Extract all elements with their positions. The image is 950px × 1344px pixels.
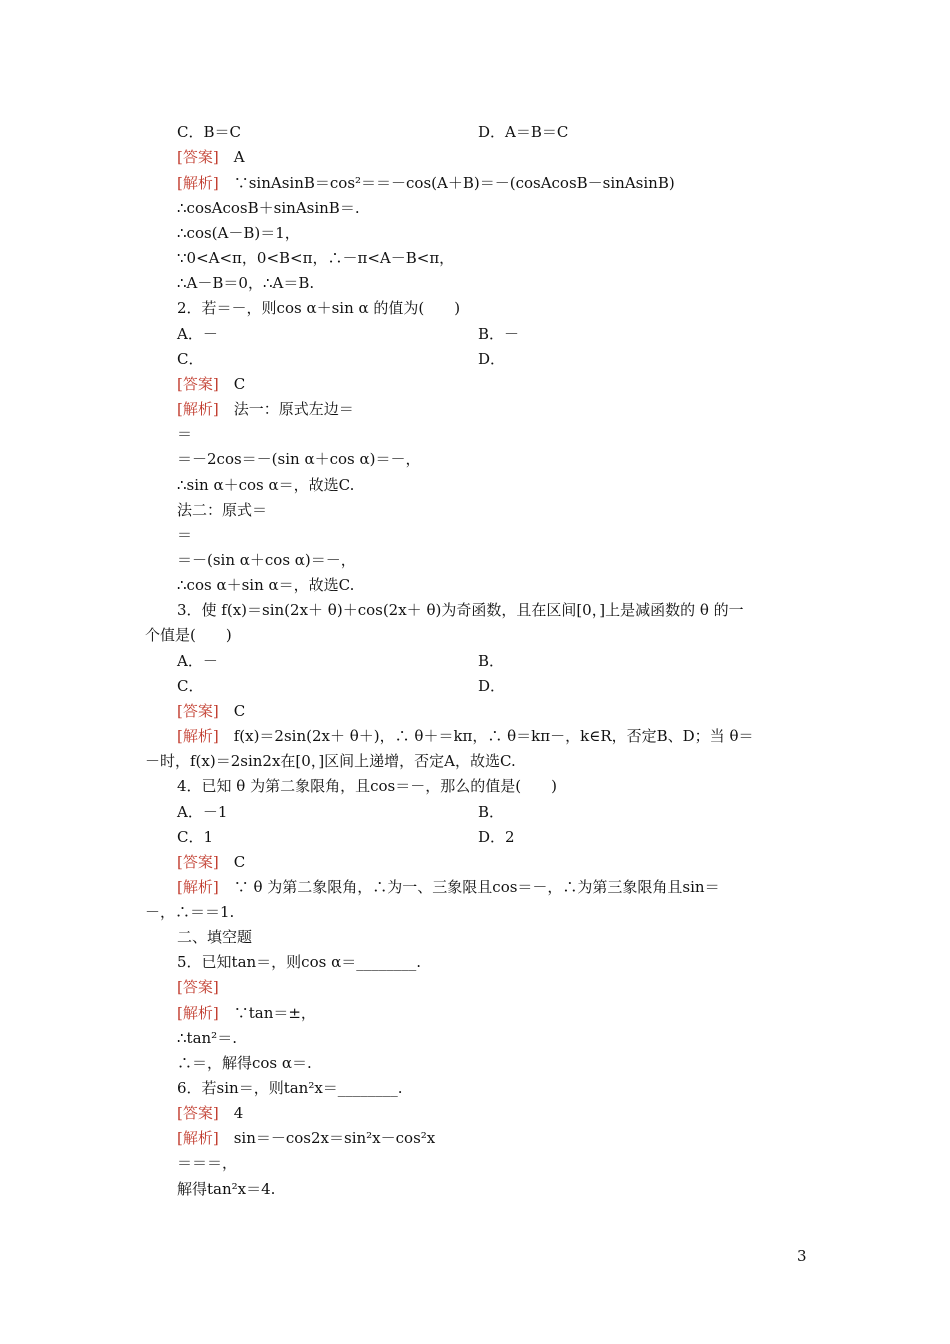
line-content (177, 473, 354, 497)
line-content (177, 397, 354, 421)
line-text: 法一：原式左边＝ (218, 400, 354, 418)
text-line (0, 271, 950, 295)
option-left: C．1 (177, 828, 214, 846)
option-right: D． (478, 677, 506, 695)
text-line (0, 573, 950, 597)
text-line (0, 825, 950, 849)
text-line (0, 875, 950, 899)
section-tag: [解析] (177, 174, 219, 192)
option-right: B． (478, 803, 505, 821)
line-content (177, 1151, 237, 1175)
line-text: ∴tan²＝. (177, 1029, 237, 1047)
text-line (0, 196, 950, 220)
text-line (0, 900, 950, 924)
line-content (177, 523, 192, 547)
line-content (177, 850, 245, 874)
wrapped-text: －，∴＝＝1. (145, 903, 235, 921)
text-line (0, 1101, 950, 1125)
text-line (0, 950, 950, 974)
option-left: A．－ (177, 652, 218, 670)
line-content (177, 447, 420, 471)
line-text: ∵0<A<π，0<B<π，∴－π<A－B<π， (177, 249, 455, 267)
text-line (0, 1076, 950, 1100)
line-content (177, 171, 675, 195)
text-line (0, 171, 950, 195)
line-content (177, 498, 267, 522)
line-content (177, 925, 252, 949)
line-content (177, 221, 300, 245)
line-text: C (218, 702, 246, 720)
text-line (0, 724, 950, 748)
line-text: 5．已知tan＝，则cos α＝________. (177, 953, 421, 971)
text-line (0, 1151, 950, 1175)
section-tag: [答案] (177, 978, 219, 996)
line-text: ∵ θ 为第二象限角，∴为一、三象限且cos＝－，∴为第三象限角且sin＝ (218, 878, 720, 896)
line-content (177, 1076, 403, 1100)
text-line (0, 649, 950, 673)
text-line (0, 221, 950, 245)
section-tag: [答案] (177, 148, 219, 166)
text-line (0, 296, 950, 320)
text-line (0, 397, 950, 421)
line-text: C (218, 375, 246, 393)
text-line (0, 800, 950, 824)
line-content (177, 296, 460, 320)
text-line (0, 422, 950, 446)
text-line (0, 145, 950, 169)
line-text: 二、填空题 (177, 928, 253, 946)
line-text: ∴A－B＝0，∴A＝B. (177, 274, 315, 292)
line-text: 2．若＝－，则cos α＋sin α 的值为( ) (177, 299, 461, 317)
line-content (177, 196, 360, 220)
line-content (177, 724, 753, 748)
text-line (0, 523, 950, 547)
wrapped-text: 个值是( ) (145, 626, 232, 644)
section-tag: [答案] (177, 853, 219, 871)
line-text: ∴cosAcosB＋sinAsinB＝. (177, 199, 360, 217)
text-line (0, 372, 950, 396)
line-text: ＝－2cos＝－(sin α＋cos α)＝－， (177, 450, 421, 468)
line-text: 解得tan²x＝4. (177, 1180, 276, 1198)
wrapped-text: －时，f(x)＝2sin2x在[0，]区间上递增，否定A，故选C. (145, 752, 516, 770)
section-tag: [解析] (177, 400, 219, 418)
option-left: A．－ (177, 325, 218, 343)
line-text: ∴sin α＋cos α＝，故选C. (177, 476, 355, 494)
section-tag: [解析] (177, 878, 219, 896)
section-tag: [答案] (177, 1104, 219, 1122)
line-text: f(x)＝2sin(2x＋ θ＋)，∴ θ＋＝kπ，∴ θ＝kπ－，k∈R，否定B、D；当 θ＝ (218, 727, 754, 745)
section-tag: [解析] (177, 1129, 219, 1147)
section-tag: [解析] (177, 727, 219, 745)
line-content (177, 950, 421, 974)
line-text: 3．使 f(x)＝sin(2x＋ θ)＋cos(2x＋ θ)为奇函数，且在区间[0，]上是减函数的 θ 的一 (177, 601, 744, 619)
line-content (177, 271, 314, 295)
line-text: ＝＝＝， (177, 1154, 238, 1172)
line-content (177, 372, 245, 396)
line-text: ∵sinAsinB＝cos²＝＝－cos(A＋B)＝－(cosAcosB－sinAsinB) (218, 174, 675, 192)
option-right: B．－ (478, 325, 520, 343)
text-line (0, 498, 950, 522)
line-content (177, 598, 744, 622)
line-text: 6．若sin＝，则tan²x＝________. (177, 1079, 403, 1097)
text-line (0, 1051, 950, 1075)
line-text: ∴＝，解得cos α＝. (177, 1054, 312, 1072)
line-text: 法二：原式＝ (177, 501, 268, 519)
line-content (177, 1177, 275, 1201)
text-line (0, 447, 950, 471)
line-content (177, 1026, 237, 1050)
text-line (0, 749, 950, 773)
text-line (0, 674, 950, 698)
option-left: C．B＝C (177, 123, 241, 141)
section-tag: [答案] (177, 702, 219, 720)
line-content (177, 1126, 435, 1150)
text-line (0, 623, 950, 647)
line-text: C (218, 853, 246, 871)
page-number: 3 (797, 1247, 807, 1265)
line-text: 4 (218, 1104, 244, 1122)
line-content (177, 422, 192, 446)
text-line (0, 347, 950, 371)
line-content (177, 1001, 316, 1025)
line-content (177, 975, 219, 999)
line-content (177, 1051, 312, 1075)
line-content (177, 246, 454, 270)
text-line (0, 850, 950, 874)
text-line (0, 322, 950, 346)
line-content (177, 699, 245, 723)
text-line (0, 120, 950, 144)
option-left: C． (177, 350, 204, 368)
line-text: sin＝－cos2x＝sin²x－cos²x (218, 1129, 436, 1147)
line-text: ∴cos α＋sin α＝，故选C. (177, 576, 355, 594)
line-content (177, 875, 720, 899)
option-left: C． (177, 677, 204, 695)
text-line (0, 1126, 950, 1150)
option-left: A．－1 (177, 803, 228, 821)
option-right: B． (478, 652, 505, 670)
line-text: A (218, 148, 245, 166)
text-line (0, 975, 950, 999)
text-line (0, 598, 950, 622)
option-right: D． (478, 350, 506, 368)
text-line (0, 925, 950, 949)
section-tag: [解析] (177, 1004, 219, 1022)
option-right: D．A＝B＝C (478, 123, 569, 141)
line-content (177, 774, 557, 798)
line-text: ∴cos(A－B)＝1， (177, 224, 300, 242)
line-text: ∵tan＝±， (218, 1004, 316, 1022)
text-line (0, 1001, 950, 1025)
text-line (0, 548, 950, 572)
text-line (0, 1026, 950, 1050)
line-content (177, 573, 354, 597)
line-content (177, 145, 245, 169)
text-line (0, 774, 950, 798)
section-tag: [答案] (177, 375, 219, 393)
line-text: ＝ (177, 526, 193, 544)
option-right: D．2 (478, 828, 515, 846)
text-line (0, 699, 950, 723)
text-line (0, 246, 950, 270)
line-text: 4．已知 θ 为第二象限角，且cos＝－，那么的值是( ) (177, 777, 557, 795)
text-line (0, 473, 950, 497)
line-content (177, 548, 356, 572)
line-text: ＝ (177, 425, 193, 443)
text-line (0, 1177, 950, 1201)
line-text: ＝－(sin α＋cos α)＝－， (177, 551, 356, 569)
line-content (177, 1101, 243, 1125)
